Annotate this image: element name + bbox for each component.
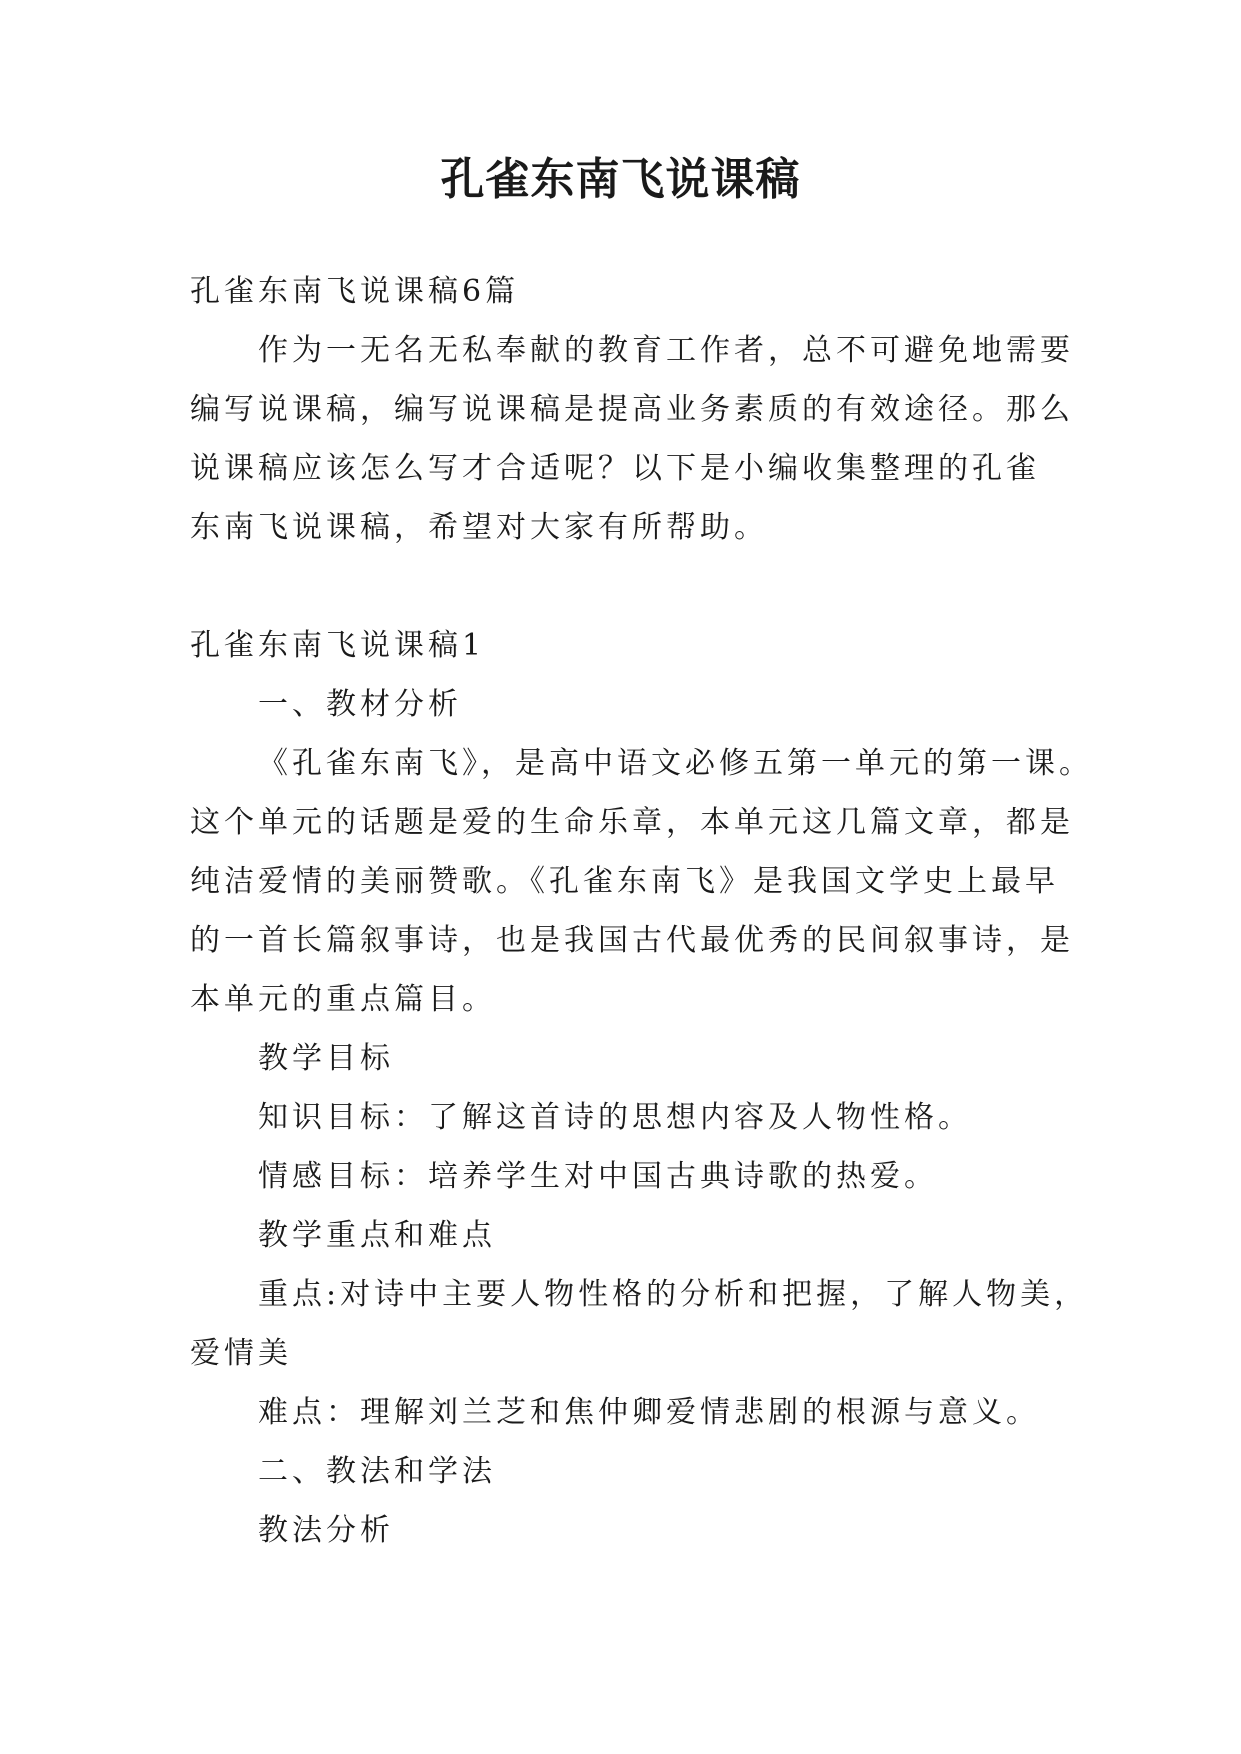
text-line: 情感目标：培养学生对中国古典诗歌的热爱。 xyxy=(258,1159,938,1194)
text-line: 编写说课稿，编写说课稿是提高业务素质的有效途径。那么 xyxy=(190,392,1074,427)
text-line: 本单元的重点篇目。 xyxy=(190,982,496,1017)
paragraph-gap xyxy=(190,557,1080,616)
text-line: 的一首长篇叙事诗，也是我国古代最优秀的民间叙事诗，是 xyxy=(190,923,1074,958)
text-line: 纯洁爱情的美丽赞歌。《孔雀东南飞》是我国文学史上最早 xyxy=(190,864,1059,899)
text-line: 作为一无名无私奉献的教育工作者，总不可避免地需要 xyxy=(258,333,1074,368)
text-line: 二、教法和学法 xyxy=(258,1454,496,1489)
text-line: 教学重点和难点 xyxy=(258,1218,496,1253)
text-line: 知识目标：了解这首诗的思想内容及人物性格。 xyxy=(258,1100,972,1135)
text-line: 难点：理解刘兰芝和焦仲卿爱情悲剧的根源与意义。 xyxy=(258,1395,1040,1430)
document-body xyxy=(190,262,1093,1560)
text-line: 重点:对诗中主要人物性格的分析和把握，了解人物美， xyxy=(258,1277,1089,1312)
text-line: 说课稿应该怎么写才合适呢？以下是小编收集整理的孔雀 xyxy=(190,451,1040,486)
text-line: 一、教材分析 xyxy=(258,687,462,722)
text-line: 《孔雀东南飞》，是高中语文必修五第一单元的第一课。 xyxy=(258,746,1093,781)
page-title: 孔雀东南飞说课稿 xyxy=(440,154,801,205)
text-line: 教学目标 xyxy=(258,1041,394,1076)
text-line: 孔雀东南飞说课稿6篇 xyxy=(190,274,520,309)
text-line: 爱情美 xyxy=(190,1336,292,1371)
text-line: 东南飞说课稿，希望对大家有所帮助。 xyxy=(190,510,768,545)
text-line: 教法分析 xyxy=(258,1513,394,1548)
text-line: 这个单元的话题是爱的生命乐章，本单元这几篇文章，都是 xyxy=(190,805,1074,840)
text-line: 孔雀东南飞说课稿1 xyxy=(190,628,486,663)
